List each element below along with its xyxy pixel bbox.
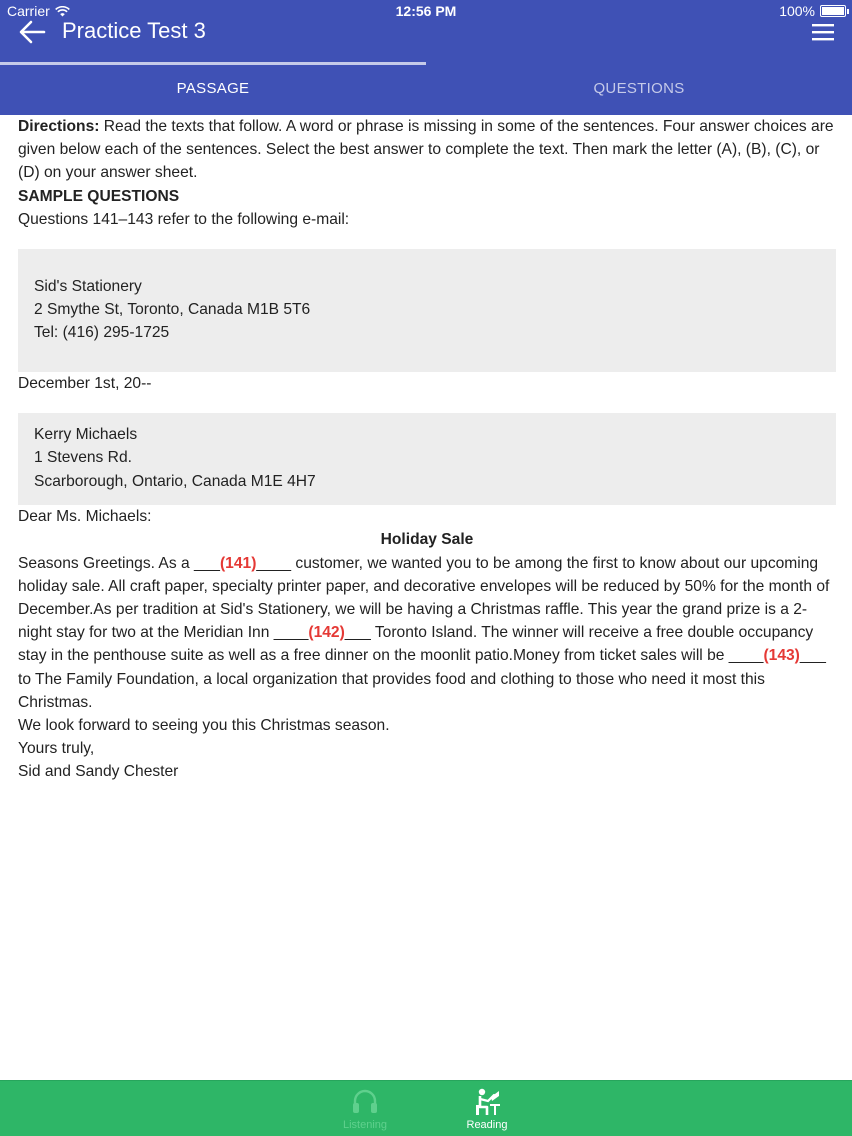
headphones-icon (350, 1087, 380, 1117)
toolbar (0, 10, 852, 54)
app-header (0, 0, 852, 115)
sample-questions-heading: SAMPLE QUESTIONS (18, 187, 180, 205)
blank-141: (141) (219, 554, 257, 572)
letter-body (18, 552, 836, 714)
sender-line: 2 Smythe St, Toronto, Canada M1B 5T6 (34, 301, 311, 319)
recipient-line: Kerry Michaels (34, 426, 138, 444)
sender-line: Sid's Stationery (34, 278, 142, 296)
recipient-address-box (18, 413, 836, 505)
passage-content (18, 115, 836, 784)
nav-reading-label: Reading (466, 1119, 508, 1131)
tab-questions[interactable]: QUESTIONS (593, 80, 685, 97)
tab-bar (0, 62, 852, 115)
sender-address-box (18, 249, 836, 372)
status-time: 12:56 PM (395, 3, 457, 19)
recipient-line: Scarborough, Ontario, Canada M1E 4H7 (34, 472, 316, 490)
body-text-segment: ___ to The Family Foundation, a local organization that provides food and clothing to those who need it most this Christmas. (18, 647, 826, 711)
refer-text: Questions 141–143 refer to the following e-mail: (18, 210, 350, 228)
directions-label: Directions: (18, 118, 100, 135)
sender-line: Tel: (416) 295-1725 (34, 324, 170, 342)
back-arrow-icon[interactable] (18, 19, 46, 45)
salutation: Dear Ms. Michaels: (18, 508, 152, 526)
letter-date: December 1st, 20-- (18, 375, 152, 393)
body-text-segment: ___ Toronto Island. The winner will receive a free double occupancy stay in the penthouse suite as well as a free dinner on the moonlit patio.Money from ticket sales will be ____ (18, 624, 814, 665)
nav-listening-label: Listening (342, 1119, 388, 1131)
closing-line: We look forward to seeing you this Christmas season. (18, 717, 390, 735)
signature: Sid and Sandy Chester (18, 763, 179, 781)
nav-reading[interactable] (427, 1081, 547, 1136)
sign-off: Yours truly, (18, 740, 95, 758)
bottom-nav (0, 1080, 852, 1136)
recipient-line: 1 Stevens Rd. (34, 449, 132, 467)
body-text-segment: ____ customer, we wanted you to be among the first to know about our upcoming holiday sale. All craft paper, specialty printer paper, and decorative envelopes will be reduced by 50% for the month of December.As per tradition at Sid's Stationery, we will be having a Christmas raffle. This year the grand prize is a 2-night stay for two at the Meridian Inn ____ (18, 554, 830, 642)
blank-143: (143) (763, 647, 800, 665)
carrier-label: Carrier (7, 3, 50, 19)
hamburger-menu-icon[interactable] (812, 22, 834, 42)
active-tab-indicator (0, 62, 426, 65)
directions-text: Read the texts that follow. A word or phrase is missing in some of the sentences. Four answer choices are given below each of the sentences. Select the best answer to complete the text. Then mark the letter (A), (B), (C), or (D) on your answer sheet. (18, 118, 834, 182)
reading-icon (472, 1087, 502, 1117)
body-text-segment: Seasons Greetings. As a ___ (18, 554, 220, 572)
tab-passage[interactable]: PASSAGE (176, 80, 250, 97)
nav-listening[interactable] (305, 1081, 425, 1136)
battery-label: 100% (779, 3, 815, 19)
directions-paragraph (18, 115, 836, 185)
page-title: Practice Test 3 (62, 18, 206, 43)
blank-142: (142) (308, 624, 345, 642)
letter-heading: Holiday Sale (380, 531, 474, 549)
